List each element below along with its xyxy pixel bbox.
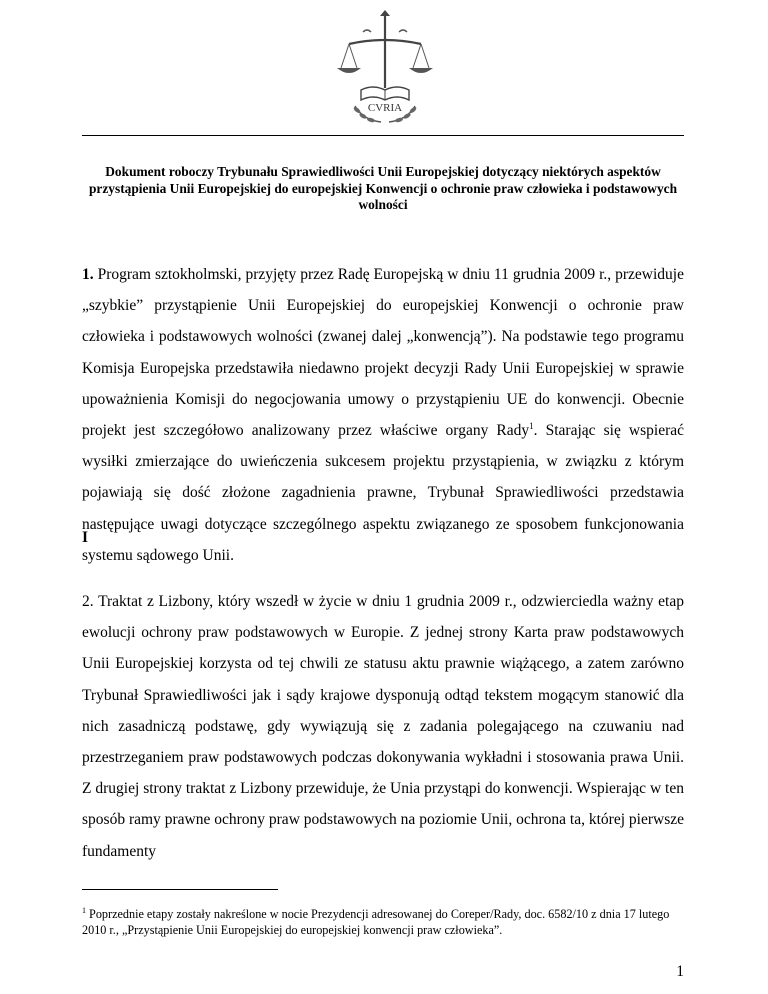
paragraph-1-number: 1.	[82, 266, 94, 283]
footnote	[82, 907, 684, 938]
paragraph-2-text: Traktat z Lizbony, który wszedł w życie w dniu 1 grudnia 2009 r., odzwierciedla ważny etap ewolucji ochrony praw podstawowych w Europie. Z jednej strony Karta praw podstawowych Unii Europejskiej korzysta od tej chwili ze statusu aktu prawnie wiążącego, a zatem zarówno Trybunał Sprawiedliwości jak i sądy krajowe dysponują odtąd tekstem mogącym stanowić dla nich zasadniczą podstawę, gdy wywiązują się z zadania polegającego na czuwaniu nad przestrzeganiem praw podstawowych podczas dokonywania wykładni i stosowania prawa Unii. Z drugiej strony traktat z Lizbony przewiduje, że Unia przystąpi do konwencji. Wspierając w ten sposób ramy prawne ochrony praw podstawowych na poziomie Unii, ochrona ta, której pierwsze fundamenty	[82, 593, 684, 860]
paragraph-1-text-continued: . Starając się wspierać wysiłki zmierzające do uwieńczenia sukcesem projektu przystąpienia, w związku z którym pojawiają się dość złożone zagadnienia prawne, Trybunał Sprawiedliwości przedstawia następujące uwagi dotyczące szczególnego aspektu związanego ze sposobem funkcjonowania systemu sądowego Unii.	[82, 422, 684, 564]
document-title: Dokument roboczy Trybunału Sprawiedliwości Unii Europejskiej dotyczący niektórych aspektów przystąpienia Unii Europejskiej do europejskiej Konwencji o ochronie praw człowieka i podstawowych wolności	[88, 164, 678, 212]
footnote-divider	[82, 889, 278, 890]
paragraph-2-number: 2.	[82, 593, 94, 610]
footnote-number: 1	[82, 905, 86, 915]
header-divider	[82, 135, 684, 136]
footnote-text: Poprzednie etapy zostały nakreślone w nocie Prezydencji adresowanej do Coreper/Rady, doc. 6582/10 z dnia 17 lutego 2010 r., „Przystąpienie Unii Europejskiej do europejskiej konwencji praw człowieka”.	[82, 907, 670, 937]
paragraph-2	[82, 586, 684, 867]
section-heading: I	[82, 529, 89, 546]
paragraph-1-text: Program sztokholmski, przyjęty przez Radę Europejską w dniu 11 grudnia 2009 r., przewiduje „szybkie” przystąpienie Unii Europejskiej do europejskiej Konwencji o ochronie praw człowieka i podstawowych wolności (zwanej dalej „konwencją”). Na podstawie tego programu Komisja Europejska przedstawiła niedawno projekt decyzji Rady Unii Europejskiej w sprawie upoważnienia Komisji do negocjowania umowy o przystąpieniu UE do konwencji. Obecnie projekt jest szczegółowo analizowany przez właściwe organy Rady	[82, 266, 684, 440]
page-number: 1	[676, 963, 684, 980]
cvria-logo-text: CVRIA	[367, 102, 403, 114]
cvria-emblem-icon	[325, 10, 445, 128]
footnote-reference: 1	[529, 420, 534, 431]
paragraph-1	[82, 259, 684, 571]
cvria-logo	[325, 10, 445, 128]
